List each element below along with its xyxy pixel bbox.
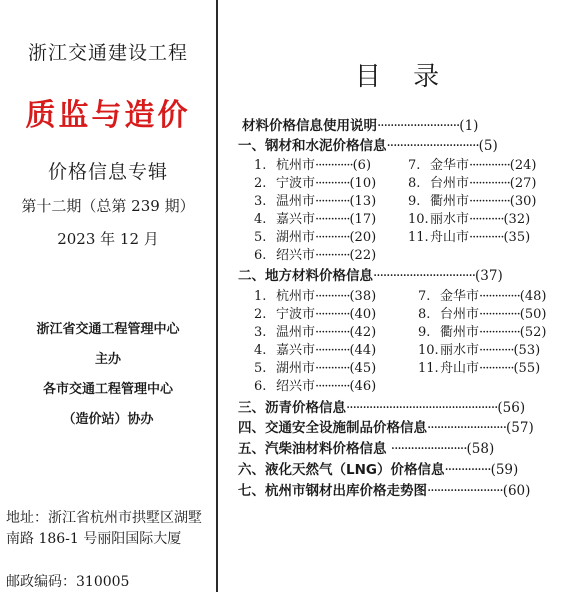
toc-leader: ············ — [315, 158, 353, 173]
toc-entry[interactable] — [408, 208, 530, 227]
entry-number: 6. — [254, 248, 267, 263]
table-of-contents — [218, 0, 588, 592]
toc-entry[interactable] — [408, 154, 536, 173]
entry-name: 杭州市 — [276, 158, 316, 173]
toc-section-page: (37) — [475, 268, 503, 284]
entry-number: 3. — [254, 325, 267, 340]
toc-entry[interactable] — [254, 303, 376, 322]
entry-name: 嘉兴市 — [276, 212, 316, 227]
toc-section-1[interactable] — [238, 134, 588, 154]
toc-section-label: 七、杭州市钢材出库价格走势图 — [238, 483, 427, 499]
entry-page: (42) — [349, 325, 377, 340]
entry-page: (44) — [349, 343, 377, 358]
entry-page: (35) — [503, 230, 531, 245]
entry-number: 2. — [254, 307, 267, 322]
toc-intro-page: (1) — [459, 118, 479, 134]
toc-leader: ············· — [479, 325, 520, 340]
co-role: （造价站）协办 — [62, 412, 154, 427]
entry-name: 杭州市 — [276, 289, 316, 304]
entry-number: 7. — [408, 158, 421, 173]
toc-section-5[interactable] — [238, 437, 588, 457]
toc-leader: ··········· — [315, 325, 350, 340]
toc-leader: ············· — [469, 194, 510, 209]
entry-name: 绍兴市 — [276, 379, 316, 394]
toc-leader: ··········· — [315, 194, 350, 209]
entry-name: 温州市 — [276, 194, 316, 209]
toc-entry[interactable] — [254, 339, 376, 358]
entry-name: 台州市 — [440, 307, 480, 322]
entry-page: (38) — [349, 289, 377, 304]
entry-name: 衢州市 — [440, 325, 480, 340]
toc-leader: ······················· — [390, 441, 467, 457]
toc-leader: ··········· — [315, 379, 350, 394]
entry-page: (20) — [349, 230, 377, 245]
toc-section-label: 五、汽柴油材料价格信息 — [238, 441, 387, 457]
entry-number: 4. — [254, 343, 267, 358]
entry-number: 5. — [254, 361, 267, 376]
entry-number: 3. — [254, 194, 267, 209]
entry-page: (24) — [509, 158, 537, 173]
toc-leader: ··········· — [315, 230, 350, 245]
co-organization: 各市交通工程管理中心 — [42, 382, 173, 397]
entry-number: 5. — [254, 230, 267, 245]
toc-entry[interactable] — [408, 172, 536, 191]
entry-number: 8. — [418, 307, 431, 322]
toc-section-2[interactable] — [238, 264, 588, 284]
toc-section-page: (59) — [490, 462, 519, 478]
entry-number: 1. — [254, 158, 267, 173]
toc-leader: ··········· — [315, 289, 350, 304]
toc-section-label: 二、地方材料价格信息 — [238, 268, 373, 284]
toc-leader: ············· — [479, 307, 520, 322]
entry-name: 湖州市 — [276, 230, 316, 245]
entry-page: (52) — [519, 325, 547, 340]
entry-page: (45) — [349, 361, 377, 376]
toc-entry[interactable] — [254, 375, 376, 394]
toc-section-3[interactable] — [238, 396, 588, 416]
entry-number: 11. — [408, 230, 429, 245]
postcode: 邮政编码：310005 — [6, 574, 130, 590]
brand-title: 质监与造价 — [25, 98, 191, 133]
toc-leader: ············· — [469, 176, 510, 191]
entry-page: (22) — [349, 248, 377, 263]
entry-number: 7. — [418, 289, 431, 304]
toc-leader: ·············· — [444, 462, 491, 478]
entry-number: 10. — [408, 212, 429, 227]
issue-date: 2023 年 12 月 — [57, 230, 159, 248]
entry-number: 6. — [254, 379, 267, 394]
toc-title: 目 录 — [354, 62, 452, 92]
entry-name: 湖州市 — [276, 361, 316, 376]
toc-section-label: 一、钢材和水泥价格信息 — [238, 138, 387, 154]
toc-leader: ··········· — [469, 212, 504, 227]
entry-page: (27) — [509, 176, 537, 191]
entry-number: 4. — [254, 212, 267, 227]
toc-section-label: 六、液化天然气（LNG）价格信息 — [238, 462, 445, 478]
toc-leader: ························· — [377, 118, 460, 134]
toc-leader: ······························· — [373, 268, 476, 284]
cover-panel — [0, 0, 216, 592]
entry-page: (32) — [503, 212, 531, 227]
toc-entry[interactable] — [408, 226, 530, 245]
entry-number: 8. — [408, 176, 421, 191]
toc-entry[interactable] — [418, 357, 540, 376]
publication-title: 浙江交通建设工程 — [27, 42, 188, 64]
toc-leader: ··········· — [469, 230, 504, 245]
entry-name: 嘉兴市 — [276, 343, 316, 358]
toc-entry[interactable] — [418, 303, 546, 322]
toc-leader: ··········· — [479, 343, 514, 358]
entry-page: (53) — [513, 343, 541, 358]
toc-section-7[interactable] — [238, 479, 588, 499]
toc-leader: ······················· — [427, 483, 503, 499]
toc-leader: ··········· — [315, 176, 350, 191]
toc-leader: ··········· — [315, 343, 350, 358]
toc-leader: ··········· — [315, 361, 350, 376]
toc-entry[interactable] — [254, 244, 376, 263]
entry-page: (50) — [519, 307, 547, 322]
toc-intro-label: 材料价格信息使用说明 — [242, 118, 377, 134]
entry-name: 金华市 — [430, 158, 470, 173]
toc-leader: ·············································· — [346, 400, 498, 416]
entry-number: 11. — [418, 361, 439, 376]
entry-page: (13) — [349, 194, 377, 209]
entry-name: 舟山市 — [440, 361, 480, 376]
entry-name: 衢州市 — [430, 194, 470, 209]
toc-leader: ························ — [427, 420, 506, 436]
toc-section-4[interactable] — [238, 416, 588, 436]
toc-entry[interactable] — [254, 357, 376, 376]
entry-number: 1. — [254, 289, 267, 304]
entry-name: 舟山市 — [430, 230, 470, 245]
entry-page: (55) — [513, 361, 541, 376]
toc-entry[interactable] — [254, 226, 376, 245]
host-role: 主办 — [94, 352, 121, 367]
entry-name: 宁波市 — [276, 307, 316, 322]
toc-entry[interactable] — [254, 190, 376, 209]
toc-leader: ············· — [469, 158, 510, 173]
toc-entry[interactable] — [418, 321, 546, 340]
toc-entry[interactable] — [254, 285, 376, 304]
entry-page: (6) — [352, 158, 372, 173]
toc-section-page: (56) — [497, 400, 526, 416]
entry-page: (40) — [349, 307, 377, 322]
entry-name: 绍兴市 — [276, 248, 316, 263]
entry-number: 10. — [418, 343, 439, 358]
host-organization: 浙江省交通工程管理中心 — [36, 322, 180, 337]
entry-name: 温州市 — [276, 325, 316, 340]
toc-section-label: 四、交通安全设施制品价格信息 — [238, 420, 427, 436]
toc-intro[interactable] — [242, 114, 588, 134]
entry-number: 9. — [418, 325, 431, 340]
entry-page: (30) — [509, 194, 537, 209]
toc-entry[interactable] — [254, 321, 376, 340]
toc-section-page: (60) — [502, 483, 531, 499]
entry-page: (46) — [349, 379, 377, 394]
toc-section-label: 三、沥青价格信息 — [238, 400, 346, 416]
toc-section-page: (5) — [478, 138, 498, 154]
toc-entry[interactable] — [408, 190, 536, 209]
entry-number: 9. — [408, 194, 421, 209]
toc-leader: ··········· — [479, 361, 514, 376]
toc-entry[interactable] — [418, 285, 546, 304]
entry-page: (48) — [519, 289, 547, 304]
toc-leader: ············· — [479, 289, 520, 304]
toc-leader: ··········· — [315, 248, 350, 263]
issue-number: 第十二期（总第 239 期） — [21, 197, 195, 215]
address: 地址：浙江省杭州市拱墅区湖墅南路 186-1 号丽阳国际大厦 — [6, 510, 202, 547]
toc-entry[interactable] — [254, 154, 371, 173]
toc-entry[interactable] — [254, 172, 376, 191]
entry-number: 2. — [254, 176, 267, 191]
entry-page: (17) — [349, 212, 377, 227]
toc-leader: ··········· — [315, 212, 350, 227]
entry-name: 丽水市 — [440, 343, 480, 358]
entry-name: 台州市 — [430, 176, 470, 191]
entry-name: 丽水市 — [430, 212, 470, 227]
toc-section-page: (58) — [466, 441, 495, 457]
toc-leader: ··········· — [315, 307, 350, 322]
entry-page: (10) — [349, 176, 377, 191]
subtitle: 价格信息专辑 — [47, 161, 168, 183]
toc-section-page: (57) — [506, 420, 534, 436]
entry-name: 宁波市 — [276, 176, 316, 191]
toc-entry[interactable] — [254, 208, 376, 227]
toc-section-6[interactable] — [238, 458, 588, 478]
toc-leader: ···························· — [386, 138, 479, 154]
toc-entry[interactable] — [418, 339, 540, 358]
entry-name: 金华市 — [440, 289, 480, 304]
